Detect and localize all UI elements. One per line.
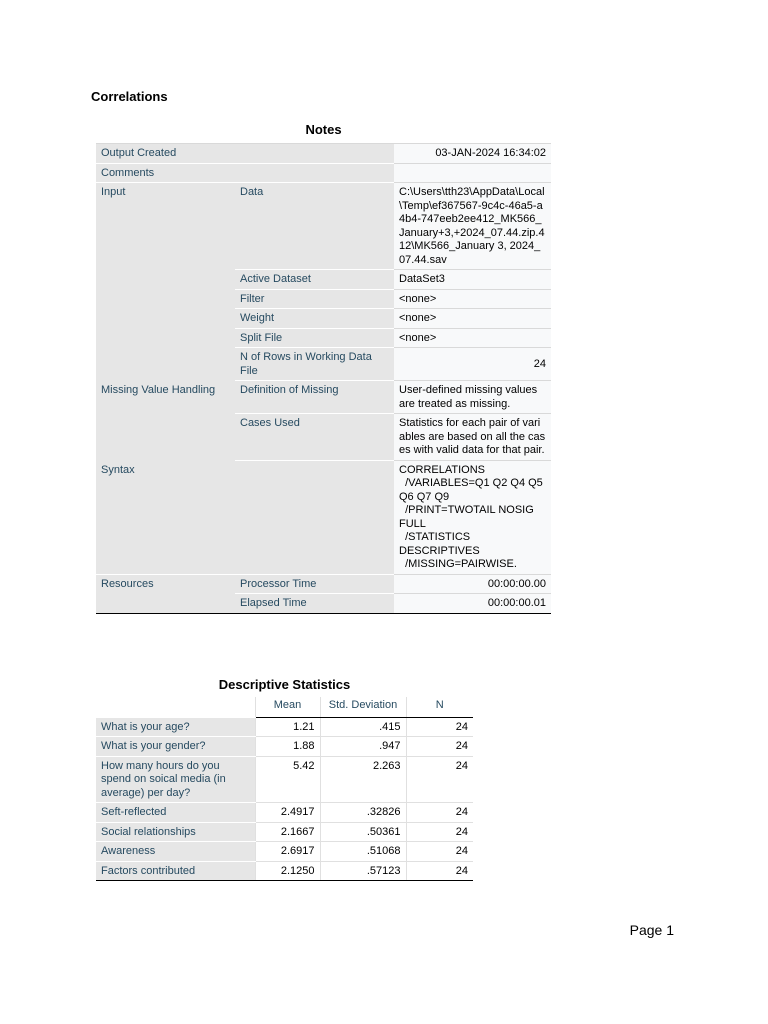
std-deviation-cell: .51068 [320, 842, 406, 862]
filter-label: Filter [235, 289, 394, 309]
table-row [96, 861, 473, 881]
output-created-label: Output Created [96, 144, 394, 164]
notes-row-processor-time [96, 574, 551, 594]
descriptive-stats-table [96, 697, 473, 881]
definition-missing-value: User-defined missing values are treated as missing. [394, 381, 551, 414]
split-file-label: Split File [235, 328, 394, 348]
n-rows-value: 24 [394, 348, 551, 381]
row-label: Factors contributed [96, 861, 255, 881]
weight-label: Weight [235, 309, 394, 329]
mean-cell: 1.21 [255, 717, 320, 737]
missing-label: Missing Value Handling [96, 381, 235, 461]
n-cell: 24 [406, 803, 473, 823]
cases-used-label: Cases Used [235, 414, 394, 461]
row-label: Awareness [96, 842, 255, 862]
mean-cell: 2.6917 [255, 842, 320, 862]
mean-cell: 5.42 [255, 756, 320, 803]
header-std-deviation: Std. Deviation [320, 697, 406, 717]
input-label: Input [96, 183, 235, 381]
row-label: Social relationships [96, 822, 255, 842]
row-label: How many hours do you spend on soical media (in average) per day? [96, 756, 255, 803]
definition-missing-label: Definition of Missing [235, 381, 394, 414]
active-dataset-label: Active Dataset [235, 270, 394, 290]
section-title: Correlations [91, 89, 168, 104]
elapsed-time-label: Elapsed Time [235, 594, 394, 614]
notes-row-definition-missing [96, 381, 551, 414]
table-row [96, 717, 473, 737]
mean-cell: 2.4917 [255, 803, 320, 823]
cases-used-value: Statistics for each pair of variables are based on all the cases with valid data for that pair. [394, 414, 551, 461]
filter-value: <none> [394, 289, 551, 309]
n-cell: 24 [406, 737, 473, 757]
syntax-label: Syntax [96, 460, 394, 574]
notes-table [96, 143, 551, 614]
notes-row-comments [96, 163, 551, 183]
row-label: What is your gender? [96, 737, 255, 757]
resources-label: Resources [96, 574, 235, 613]
table-row [96, 737, 473, 757]
header-n: N [406, 697, 473, 717]
output-created-value: 03-JAN-2024 16:34:02 [394, 144, 551, 164]
std-deviation-cell: .50361 [320, 822, 406, 842]
processor-time-label: Processor Time [235, 574, 394, 594]
n-cell: 24 [406, 822, 473, 842]
std-deviation-cell: .57123 [320, 861, 406, 881]
table-row [96, 756, 473, 803]
page-number: Page 1 [629, 922, 674, 938]
std-deviation-cell: .947 [320, 737, 406, 757]
notes-row-syntax [96, 460, 551, 574]
n-cell: 24 [406, 756, 473, 803]
std-deviation-cell: 2.263 [320, 756, 406, 803]
mean-cell: 2.1667 [255, 822, 320, 842]
row-label: Seft-reflected [96, 803, 255, 823]
comments-value [394, 163, 551, 183]
mean-cell: 1.88 [255, 737, 320, 757]
n-rows-label: N of Rows in Working Data File [235, 348, 394, 381]
header-blank [96, 697, 255, 717]
descriptive-stats-title: Descriptive Statistics [218, 677, 351, 692]
notes-row-output-created [96, 144, 551, 164]
notes-title: Notes [305, 122, 342, 137]
notes-row-data [96, 183, 551, 270]
processor-time-value: 00:00:00.00 [394, 574, 551, 594]
active-dataset-value: DataSet3 [394, 270, 551, 290]
table-row [96, 842, 473, 862]
n-cell: 24 [406, 861, 473, 881]
header-mean: Mean [255, 697, 320, 717]
mean-cell: 2.1250 [255, 861, 320, 881]
data-value: C:\Users\tth23\AppData\Local\Temp\ef367567-9c4c-46a5-a4b4-747eeb2ee412_MK566_January+3,+2024_07.44.zip.412\MK566_January 3, 2024_07.44.sav [394, 183, 551, 270]
elapsed-time-value: 00:00:00.01 [394, 594, 551, 614]
n-cell: 24 [406, 717, 473, 737]
std-deviation-cell: .415 [320, 717, 406, 737]
std-deviation-cell: .32826 [320, 803, 406, 823]
weight-value: <none> [394, 309, 551, 329]
split-file-value: <none> [394, 328, 551, 348]
row-label: What is your age? [96, 717, 255, 737]
n-cell: 24 [406, 842, 473, 862]
data-label: Data [235, 183, 394, 270]
table-row [96, 822, 473, 842]
syntax-value: CORRELATIONS /VARIABLES=Q1 Q2 Q4 Q5 Q6 Q7 Q9 /PRINT=TWOTAIL NOSIG FULL /STATISTICS DESCRIPTIVES /MISSING=PAIRWISE. [394, 460, 551, 574]
descriptive-header-row [96, 697, 473, 717]
table-row [96, 803, 473, 823]
comments-label: Comments [96, 163, 394, 183]
